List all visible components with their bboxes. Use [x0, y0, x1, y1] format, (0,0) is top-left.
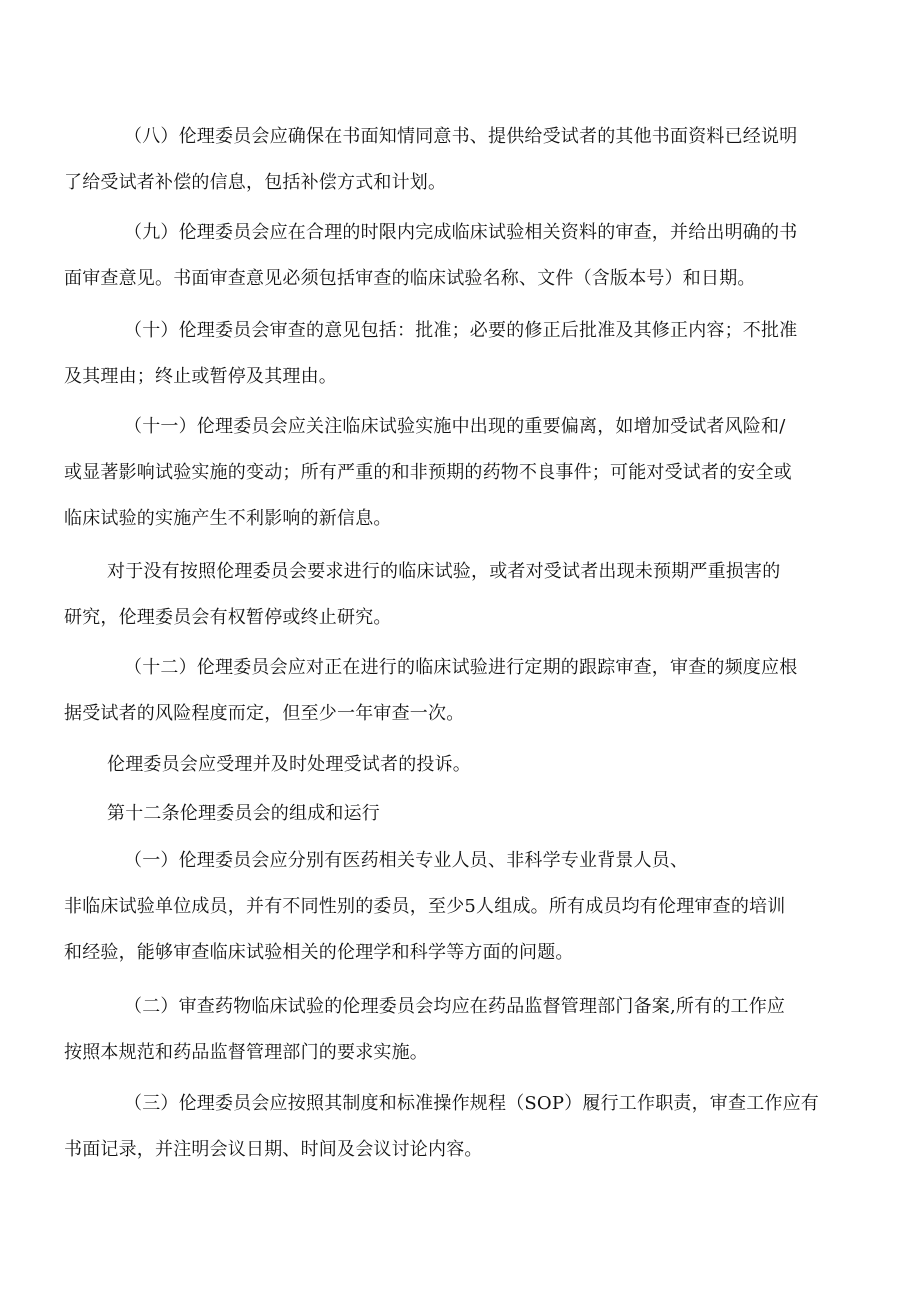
- text-line: 书面记录，并注明会议日期、时间及会议讨论内容。: [64, 1139, 483, 1160]
- text-line: 非临床试验单位成员，并有不同性别的委员，至少5人组成。所有成员均有伦理审查的培训: [64, 896, 786, 917]
- text-line: （三）伦理委员会应按照其制度和标准操作规程（SOP）履行工作职责，审查工作应有: [124, 1093, 819, 1114]
- text-line: 了给受试者补偿的信息，包括补偿方式和计划。: [64, 172, 447, 193]
- paragraph-item-3: [64, 1081, 860, 1173]
- paragraph-clause-11: [64, 404, 860, 542]
- text-line: 和经验，能够审查临床试验相关的伦理学和科学等方面的问题。: [64, 942, 574, 963]
- paragraph-complaints: [64, 742, 860, 788]
- paragraph-item-2: [64, 984, 860, 1076]
- paragraph-item-1: [64, 838, 860, 976]
- text-line: 临床试验的实施产生不利影响的新信息。: [64, 508, 392, 529]
- paragraph-clause-10: [64, 308, 860, 400]
- text-line: 研究，伦理委员会有权暂停或终止研究。: [64, 607, 392, 628]
- text-line: 面审查意见。书面审查意见必须包括审查的临床试验名称、文件（含版本号）和日期。: [64, 268, 756, 289]
- text-line: （十）伦理委员会审查的意见包括：批准；必要的修正后批准及其修正内容；不批准: [124, 320, 798, 341]
- paragraph-clause-8: [64, 114, 860, 206]
- text-line: 或显著影响试验实施的变动；所有严重的和非预期的药物不良事件；可能对受试者的安全或: [64, 462, 792, 483]
- text-line: 据受试者的风险程度而定，但至少一年审查一次。: [64, 703, 465, 724]
- paragraph-suspension-right: [64, 549, 860, 641]
- text-line: （一）伦理委员会应分别有医药相关专业人员、非科学专业背景人员、: [124, 850, 689, 871]
- text-line: （八）伦理委员会应确保在书面知情同意书、提供给受试者的其他书面资料已经说明: [124, 126, 798, 147]
- article-12-heading: [64, 791, 860, 837]
- text-line: （九）伦理委员会应在合理的时限内完成临床试验相关资料的审查，并给出明确的书: [124, 222, 798, 243]
- text-line: （十一）伦理委员会应关注临床试验实施中出现的重要偏离，如增加受试者风险和/: [124, 416, 786, 437]
- paragraph-clause-9: [64, 210, 860, 302]
- text-line: 伦理委员会应受理并及时处理受试者的投诉。: [107, 754, 471, 775]
- text-line: 按照本规范和药品监督管理部门的要求实施。: [64, 1042, 428, 1063]
- text-line: 第十二条伦理委员会的组成和运行: [107, 803, 380, 824]
- paragraph-clause-12: [64, 645, 860, 737]
- text-line: （二）审查药物临床试验的伦理委员会均应在药品监督管理部门备案,所有的工作应: [124, 996, 786, 1017]
- text-line: （十二）伦理委员会应对正在进行的临床试验进行定期的跟踪审查，审查的频度应根: [124, 657, 798, 678]
- text-line: 及其理由；终止或暂停及其理由。: [64, 366, 337, 387]
- text-line: 对于没有按照伦理委员会要求进行的临床试验，或者对受试者出现未预期严重损害的: [107, 561, 781, 582]
